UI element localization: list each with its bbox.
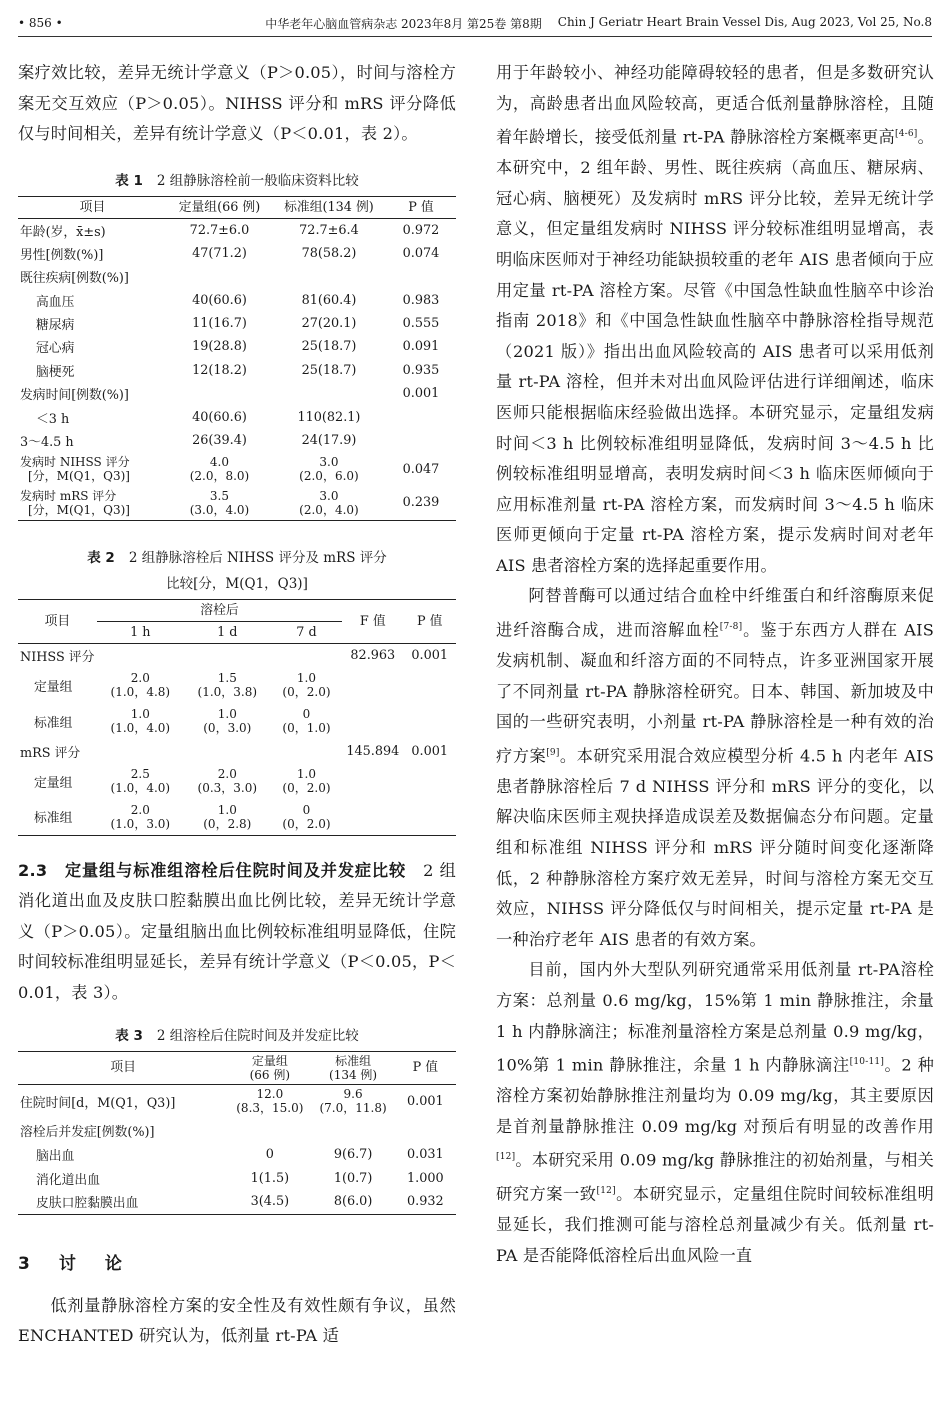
section-3-title: 3 讨 论 — [18, 1253, 128, 1274]
table1-caption: 表 1 2 组静脉溶栓前一般临床资料比较 — [115, 172, 359, 189]
running-header — [18, 10, 932, 37]
table-row: 既往疾病[例数(%)] — [20, 271, 129, 287]
paragraph-discussion-start: 低剂量静脉溶栓方案的安全性及有效性颇有争议，虽然 ENCHANTED 研究认为，低剂量 rt-PA 适 — [18, 1295, 456, 1346]
section-2-3 — [18, 856, 456, 1009]
table-row: 3～4.5 h 26(39.4) 24(17.9) — [20, 432, 357, 450]
table-row: 溶栓后并发症[例数(%)] — [20, 1124, 155, 1140]
table-row: 冠心病 19(28.8) 25(18.7) 0.091 — [36, 339, 440, 357]
table-row: 定量组 2.5 (1.0，4.0) 2.0 (0.3，3.0) 1.0 (0，2.0) — [34, 767, 331, 796]
table3: 项目 定量组 (66 例) 标准组 (134 例) P 值 住院时间[d，M(Q1，Q3)] 12.0 (8.3，15.0) 9.6 (7.0，11.8) 0.001 溶栓后并发症[例数(%)] 脑出血 0 9(6.7) 0.031 消化道出血 1(1.5) 1(0.7) 1.000 皮肤口腔黏膜出血 3(4.5) 8(6.0) 0.932 — [18, 1051, 456, 1215]
right-column — [496, 58, 934, 1272]
table2-caption: 表 2 2 组静脉溶栓后 NIHSS 评分及 mRS 评分 — [87, 549, 387, 566]
table-row: mRS 评分 145.894 0.001 — [20, 743, 449, 761]
journal-title: 中华老年心脑血管病杂志 2023年8月 第25卷 第8期 — [265, 16, 542, 31]
table1: 项目 定量组(66 例) 标准组(134 例) P 值 年龄(岁，x̄±s) 72.7±6.0 72.7±6.4 0.972 男性[例数(%)] 47(71.2) 78(58.2) 0.074 既往疾病[例数(%)] 高血压 40(60.6) 81(60.4) 0.983 糖尿病 11(16.7) 27(20.1) 0.555 冠心病 19(28.8) 25(18.7) 0.091 脑梗死 12(18.2) 25(18.7) 0.935 发病时间[例数(%)] 0.001 ＜3 h 40(60.6) 110(82.1) 3～4.5 h 26(39.4) 24(17.9) 发病时 NIHSS 评分 [分，M(Q1，Q3)] 4.0 (2.0，8.0) 3.0 (2.0，6.0) 0.047 发病时 mRS 评分 [分，M(Q1，Q3)] 3.5 (3.0，4.0) 3.0 (2.0，4.0) 0.239 — [18, 196, 456, 521]
table2-caption-line2: 比较[分，M(Q1，Q3)] — [166, 575, 308, 592]
table-row: 脑梗死 12(18.2) 25(18.7) 0.935 — [36, 362, 440, 380]
table-row: 皮肤口腔黏膜出血 3(4.5) 8(6.0) 0.932 — [36, 1194, 444, 1212]
table-row: 糖尿病 11(16.7) 27(20.1) 0.555 — [36, 316, 440, 334]
table-row: 标准组 2.0 (1.0，3.0) 1.0 (0，2.8) 0 (0，2.0) — [34, 802, 331, 831]
paragraph-results-cont: 案疗效比较，差异无统计学意义（P＞0.05），时间与溶栓方案无交互效应（P＞0.05）。NIHSS 评分和 mRS 评分降低仅与时间相关，差异有统计学意义（P＜0.01，表 2）。 — [18, 63, 456, 144]
table-row: NIHSS 评分 82.963 0.001 — [20, 647, 449, 665]
table-row: 高血压 40(60.6) 81(60.4) 0.983 — [36, 292, 440, 310]
section-2-3-body: 2 组消化道出血及皮肤口腔黏膜出血比例比较，差异无统计学意义（P＞0.05）。定量组脑出血比例较标准组明显降低，住院时间较标准组明显延长，差异有统计学意义（P＜0.05，P＜0.01，表 3）。 — [18, 860, 457, 1003]
table-row: 年龄(岁，x̄±s) 72.7±6.0 72.7±6.4 0.972 — [20, 222, 440, 240]
section-2-3-title: 2.3 定量组与标准组溶栓后住院时间及并发症比较 — [18, 860, 407, 880]
table-row: 消化道出血 1(1.5) 1(0.7) 1.000 — [36, 1170, 444, 1188]
page-number: • 856 • — [18, 16, 63, 30]
paragraph-right-2: 阿替普酶可以通过结合血栓中纤维蛋白和纤溶酶原来促进纤溶酶合成，进而溶解血栓[7-8]。鉴于东西方人群在 AIS 发病机制、凝血和纤溶方面的不同特点，许多亚洲国家开展了不同剂量 rt-PA 静脉溶栓研究。日本、韩国、新加坡及中国的一些研究表明，小剂量 rt-PA 静脉溶栓是一种有效的治疗方案[9]。本研究采用混合效应模型分析 4.5 h 内老年 AIS 患者静脉溶栓后 7 d NIHSS 评分和 mRS 评分的变化，以解决临床医师主观抉择造成误差及数据偏态分布问题。定量组和标准组 NIHSS 评分和 mRS 评分随时间变化逐渐降低，2 种静脉溶栓方案疗效无差异，时间与溶栓方案无交互效应，NIHSS 评分降低仅与时间相关，提示定量 rt-PA 是一种治疗老年 AIS 患者的有效方案。 — [496, 586, 934, 949]
left-column — [18, 58, 456, 1352]
paragraph-right-1: 用于年龄较小、神经功能障碍较轻的患者，但是多数研究认为，高龄患者出血风险较高，更适合低剂量静脉溶栓，且随着年龄增长，接受低剂量 rt-PA 静脉溶栓方案概率更高[4-6]。本研究中，2 组年龄、男性、既往疾病（高血压、糖尿病、冠心病、脑梗死）及发病时 mRS 评分比较，差异无统计学意义，但定量组发病时 NIHSS 评分较标准组明显增高，表明临床医师对于神经功能缺损较重的老年 AIS 患者倾向于应用定量 rt-PA 溶栓方案。尽管《中国急性缺血性脑卒中诊治指南 2018》和《中国急性缺血性脑卒中静脉溶栓指导规范（2021 版）》指出出血风险较高的 AIS 患者可以采用低剂量 rt-PA 溶栓，但并未对出血风险评估进行详细阐述，临床医师只能根据临床经验做出选择。本研究显示，定量组发病时间＜3 h 比例较标准组明显降低，发病时间 3～4.5 h 比例较标准组明显增高，表明发病时间＜3 h 临床医师倾向于应用标准剂量 rt-PA 溶栓方案，而发病时间 3～4.5 h 临床医师更倾向于定量 rt-PA 溶栓方案，提示发病时间对老年 AIS 患者溶栓方案的选择起重要作用。 — [496, 63, 935, 575]
table-row: 标准组 1.0 (1.0，4.0) 1.0 (0，3.0) 0 (0，1.0) — [34, 707, 331, 736]
table-row: 发病时 NIHSS 评分 [分，M(Q1，Q3)] 4.0 (2.0，8.0) 3.0 (2.0，6.0) 0.047 — [20, 455, 440, 484]
table-row: ＜3 h 40(60.6) 110(82.1) — [36, 409, 361, 427]
table-row: 发病时 mRS 评分 [分，M(Q1，Q3)] 3.5 (3.0，4.0) 3.0 (2.0，4.0) 0.239 — [20, 488, 440, 517]
table-row: 发病时间[例数(%)] 0.001 — [20, 386, 440, 404]
table-row: 脑出血 0 9(6.7) 0.031 — [36, 1146, 444, 1164]
journal-title-en: Chin J Geriatr Heart Brain Vessel Dis, Aug 2023, Vol 25, No.8 — [557, 14, 932, 29]
table3-caption: 表 3 2 组溶栓后住院时间及并发症比较 — [115, 1027, 359, 1044]
table-row: 住院时间[d，M(Q1，Q3)] 12.0 (8.3，15.0) 9.6 (7.0，11.8) 0.001 — [20, 1087, 444, 1116]
table-row: 定量组 2.0 (1.0，4.8) 1.5 (1.0，3.8) 1.0 (0，2.0) — [34, 671, 331, 700]
table2: 项目 溶栓后 F 值 P 值 1 h 1 d 7 d NIHSS 评分 82.963 0.001 定量组 2.0 (1.0，4.8) 1.5 (1.0，3.8) 1.0 (0，2.0) 标准组 1.0 (1.0，4.0) 1.0 (0，3.0) 0 (0，1.0) mRS 评分 145.894 0.001 定量组 2.5 (1.0，4.0) 2.0 (0.3，3.0) 1.0 (0，2.0) 标准组 2.0 (1.0，3.0) 1.0 (0，2.8) 0 (0，2.0) — [18, 599, 456, 836]
paragraph-right-3: 目前，国内外大型队列研究通常采用低剂量 rt-PA溶栓方案：总剂量 0.6 mg/kg，15%第 1 min 静脉推注，余量 1 h 内静脉滴注；标准剂量溶栓方案是总剂量 0.9 mg/kg，10%第 1 min 静脉推注，余量 1 h 内静脉滴注[10-11]。2 种溶栓方案初始静脉推注剂量均为 0.09 mg/kg，其主要原因是首剂量静脉推注 0.09 mg/kg 对预后有明显的改善作用[12]。本研究采用 0.09 mg/kg 静脉推注的初始剂量，与相关研究方案一致[12]。本研究显示，定量组住院时间较标准组明显延长，我们推测可能与溶栓总剂量减少有关。低剂量 rt-PA 是否能降低溶栓后出血风险一直 — [496, 960, 934, 1265]
table-row: 男性[例数(%)] 47(71.2) 78(58.2) 0.074 — [20, 245, 440, 263]
